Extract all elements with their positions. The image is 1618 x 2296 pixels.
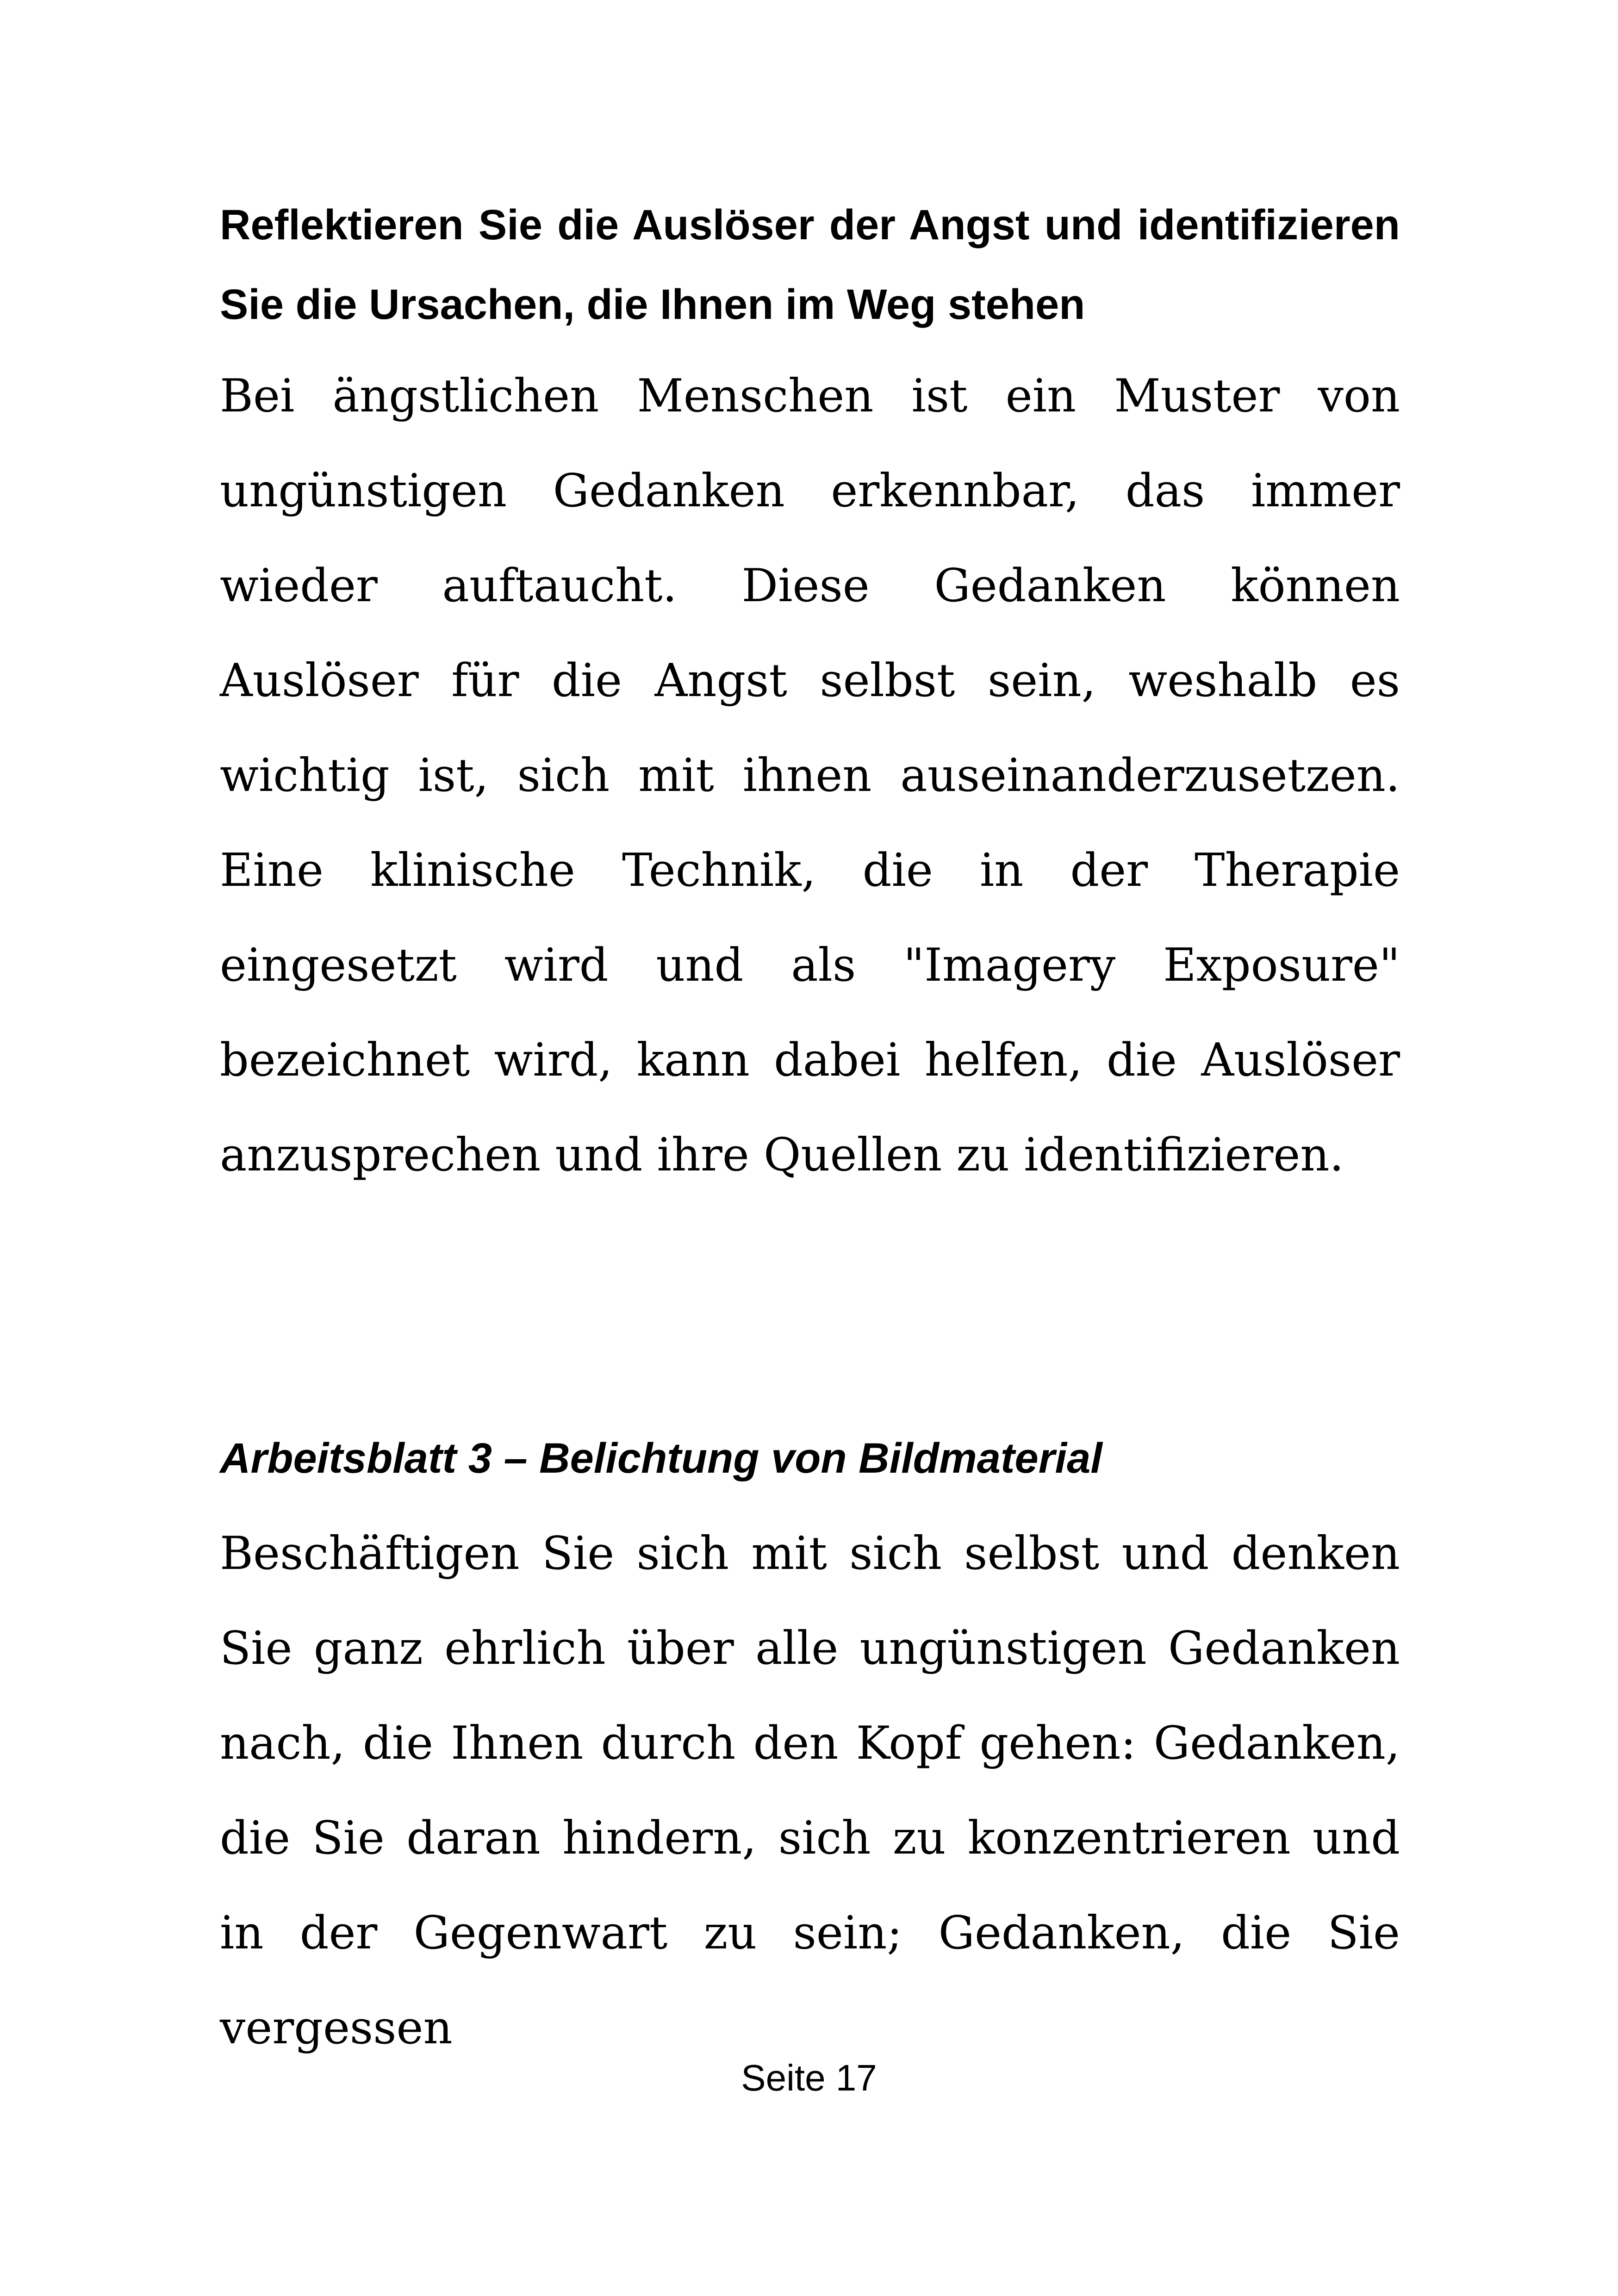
- worksheet-paragraph: Beschäftigen Sie sich mit sich selbst und denken Sie ganz ehrlich über alle ungünstigen Gedanken nach, die Ihnen durch den Kopf gehen: Gedanken, die Sie daran hindern, sich zu konzentrieren und in der Gegenwart zu sein; Gedanken, die Sie vergessen: [220, 1527, 1400, 2054]
- worksheet-heading: Arbeitsblatt 3 – Belichtung von Bildmaterial: [220, 1435, 1102, 1482]
- page-number: Seite 17: [741, 2057, 877, 2098]
- page-content: [220, 185, 1400, 2054]
- section-paragraph: Bei ängstlichen Menschen ist ein Muster von ungünstigen Gedanken erkennbar, das immer wieder auftaucht. Diese Gedanken können Auslöser für die Angst selbst sein, weshalb es wichtig ist, sich mit ihnen auseinanderzusetzen. Eine klinische Technik, die in der Therapie eingesetzt wird und als "Imagery Exposure" bezeichnet wird, kann dabei helfen, die Auslöser anzusprechen und ihre Quellen zu identifizieren.: [220, 370, 1400, 1182]
- section-heading: Reflektieren Sie die Auslöser der Angst und identifizieren Sie die Ursachen, die Ihnen im Weg stehen: [220, 201, 1400, 328]
